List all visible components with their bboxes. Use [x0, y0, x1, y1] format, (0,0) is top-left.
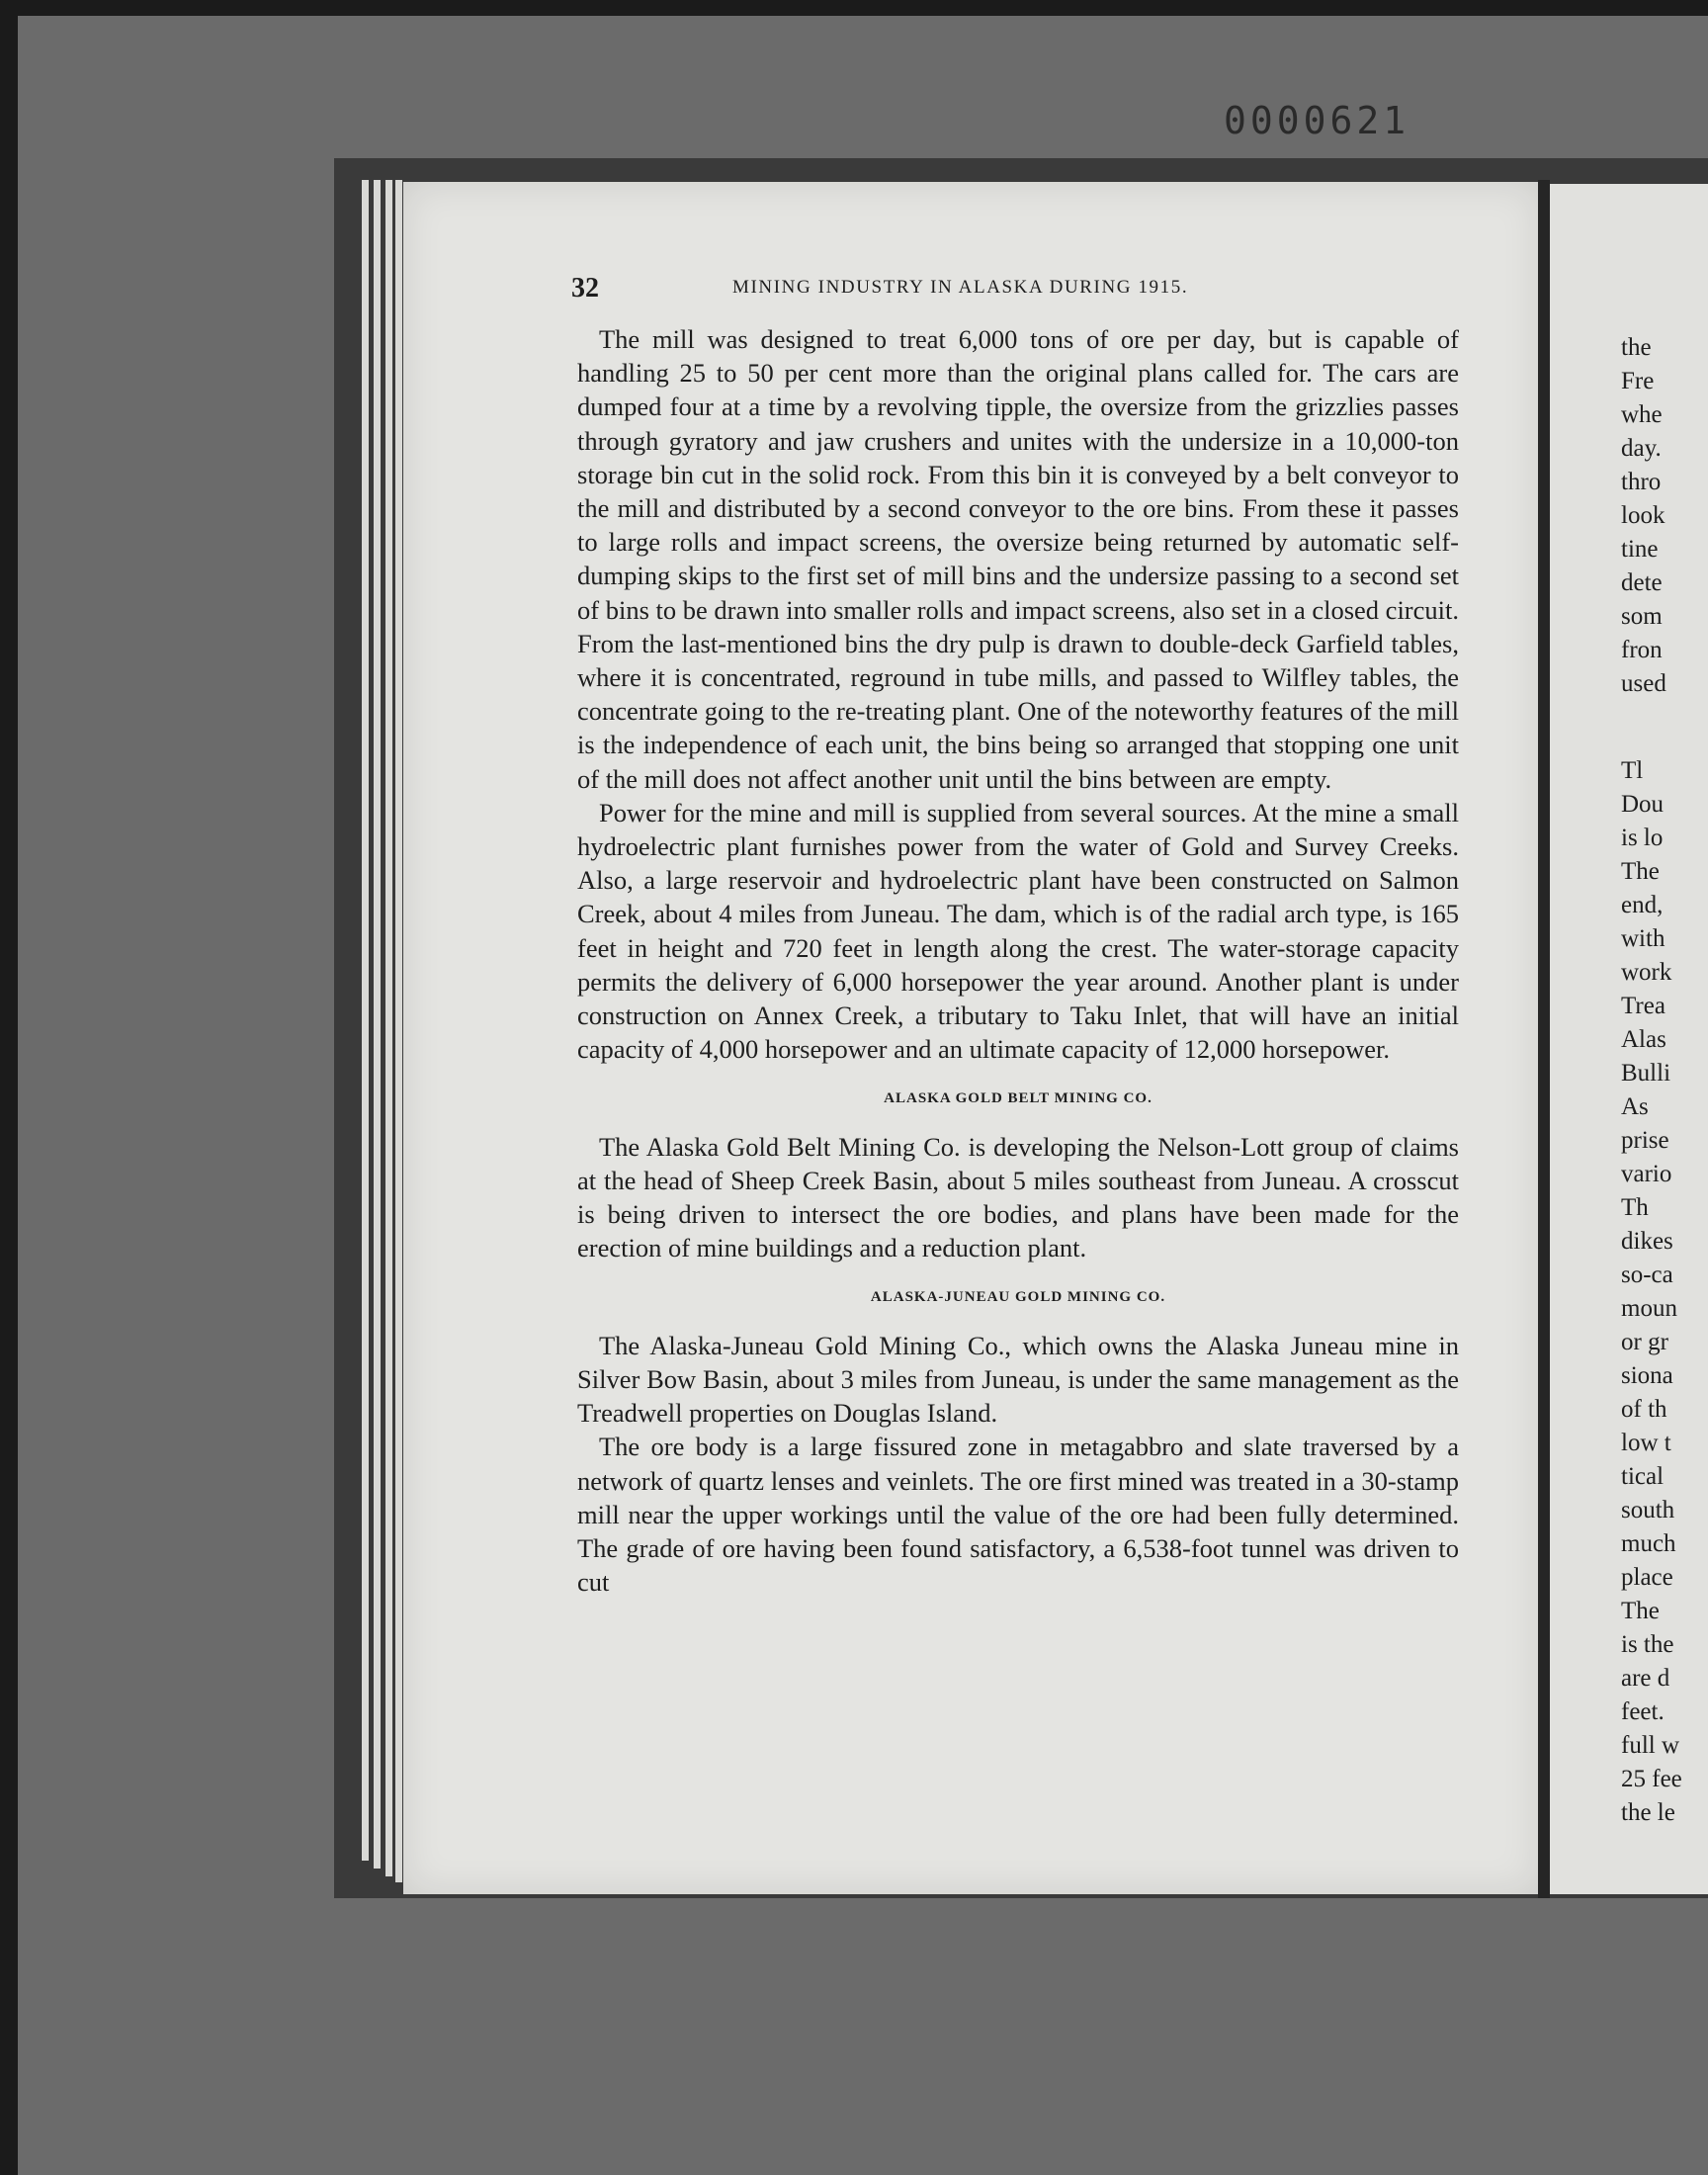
facing-page-line: siona	[1621, 1362, 1673, 1389]
page-edge	[374, 180, 381, 1869]
facing-page-line: tical	[1621, 1463, 1665, 1490]
facing-page-line: south	[1621, 1497, 1675, 1523]
facing-page-line: or gr	[1621, 1329, 1668, 1355]
page-header	[571, 269, 1500, 308]
facing-page-line: The	[1621, 1598, 1660, 1624]
page-body	[577, 322, 1459, 1599]
page-number: 32	[571, 273, 599, 304]
book-gutter	[1538, 180, 1550, 1898]
facing-page-line: are d	[1621, 1665, 1670, 1692]
facing-page-line: full w	[1621, 1732, 1680, 1759]
facing-page-line: Dou	[1621, 791, 1665, 818]
facing-page-line: Bulli	[1621, 1060, 1671, 1087]
facing-page-line: Tl	[1621, 757, 1644, 784]
facing-page-line: Alas	[1621, 1026, 1666, 1053]
scan-id: 0000621	[1224, 99, 1410, 142]
paragraph: The Alaska-Juneau Gold Mining Co., which owns the Alaska Juneau mine in Silver Bow Basin, about 3 miles from Juneau, is under the same management as the Treadwell properties on Douglas Island.	[577, 1330, 1459, 1429]
facing-page-line: prise	[1621, 1127, 1669, 1154]
facing-page-line: thro	[1621, 469, 1662, 495]
facing-page-line: place	[1621, 1564, 1673, 1591]
facing-page-line: dete	[1621, 569, 1663, 596]
facing-page-line: with	[1621, 925, 1665, 952]
facing-page-line: day.	[1621, 435, 1662, 462]
facing-page-line: end,	[1621, 892, 1664, 918]
running-head: MINING INDUSTRY IN ALASKA DURING 1915.	[732, 277, 1189, 298]
facing-page-line: fron	[1621, 637, 1663, 663]
section-heading: ALASKA GOLD BELT MINING CO.	[884, 1090, 1153, 1107]
facing-page-line: vario	[1621, 1161, 1672, 1187]
facing-page-line: dikes	[1621, 1228, 1673, 1255]
page-edge	[362, 180, 369, 1861]
facing-page-line: much	[1621, 1530, 1676, 1557]
facing-page-line: moun	[1621, 1295, 1677, 1322]
facing-page-line: so-ca	[1621, 1262, 1673, 1288]
facing-page-line: 25 fee	[1621, 1766, 1682, 1792]
facing-page-line: Th	[1621, 1194, 1649, 1221]
facing-page-line: used	[1621, 670, 1666, 697]
paragraph: The Alaska Gold Belt Mining Co. is developing the Nelson-Lott group of claims at the head of Sheep Creek Basin, about 5 miles southeast from Juneau. A crosscut is being driven to intersect the ore bodies, and plans have been made for the erection of mine buildings and a reduction plant.	[577, 1131, 1459, 1263]
facing-page-line: Fre	[1621, 368, 1655, 394]
facing-page-line: The	[1621, 858, 1660, 885]
facing-page-line: the le	[1621, 1799, 1675, 1826]
facing-page-line: work	[1621, 959, 1672, 986]
facing-page-line: is the	[1621, 1631, 1674, 1658]
facing-page-line: feet.	[1621, 1698, 1665, 1725]
facing-page-line: som	[1621, 603, 1663, 630]
paragraph: The mill was designed to treat 6,000 tons of ore per day, but is capable of handling 25 to 50 per cent more than the original plans called for. The cars are dumped four at a time by a revolving tipple, the oversize from the grizzlies passes through gyratory and jaw crushers and unites with the undersize in a 10,000-ton storage bin cut in the solid rock. From this bin it is conveyed by a belt conveyor to the mill and distributed by a second conveyor to the ore bins. From these it passes to large rolls and impact screens, the oversize being returned by automatic self-dumping skips to the first set of mill bins and the undersize passing to a second set of bins to be drawn into smaller rolls and impact screens, also set in a closed circuit. From the last-mentioned bins the dry pulp is drawn to double-deck Garfield tables, where it is concentrated, reground in tube mills, and passed to Wilfley tables, the concentrate going to the re-treating plant. One of the noteworthy features of the mill is the independence of each unit, the bins being so arranged that stopping one unit of the mill does not affect another unit until the bins between are empty.	[577, 324, 1459, 794]
page-edge	[395, 180, 402, 1882]
facing-page-line: low t	[1621, 1430, 1671, 1456]
paragraph: Power for the mine and mill is supplied from several sources. At the mine a small hydroelectric plant furnishes power from the water of Gold and Survey Creeks. Also, a large reservoir and hydroelectric plant have been constructed on Salmon Creek, about 4 miles from Juneau. The dam, which is of the radial arch type, is 165 feet in height and 720 feet in length along the crest. The water-storage capacity permits the delivery of 6,000 horsepower the year around. Another plant is under construction on Annex Creek, a tributary to Taku Inlet, that will have an initial capacity of 4,000 horsepower and an ultimate capacity of 12,000 horsepower.	[577, 797, 1459, 1065]
facing-page-line: whe	[1621, 401, 1663, 428]
facing-page-line: tine	[1621, 536, 1659, 563]
facing-page	[1550, 184, 1708, 1894]
facing-page-line: is lo	[1621, 825, 1664, 851]
page-edge	[385, 180, 392, 1876]
facing-page-line: the	[1621, 334, 1652, 361]
facing-page-line: Trea	[1621, 993, 1665, 1019]
facing-page-line: of th	[1621, 1396, 1667, 1423]
paragraph: The ore body is a large fissured zone in metagabbro and slate traversed by a network of quartz lenses and veinlets. The ore first mined was treated in a 30-stamp mill near the upper workings until the value of the ore had been fully determined. The grade of ore having been found satisfactory, a 6,538-foot tunnel was driven to cut	[577, 1432, 1459, 1598]
section-heading: ALASKA-JUNEAU GOLD MINING CO.	[870, 1289, 1166, 1306]
facing-page-line: look	[1621, 502, 1665, 529]
facing-page-line: As	[1621, 1093, 1649, 1120]
